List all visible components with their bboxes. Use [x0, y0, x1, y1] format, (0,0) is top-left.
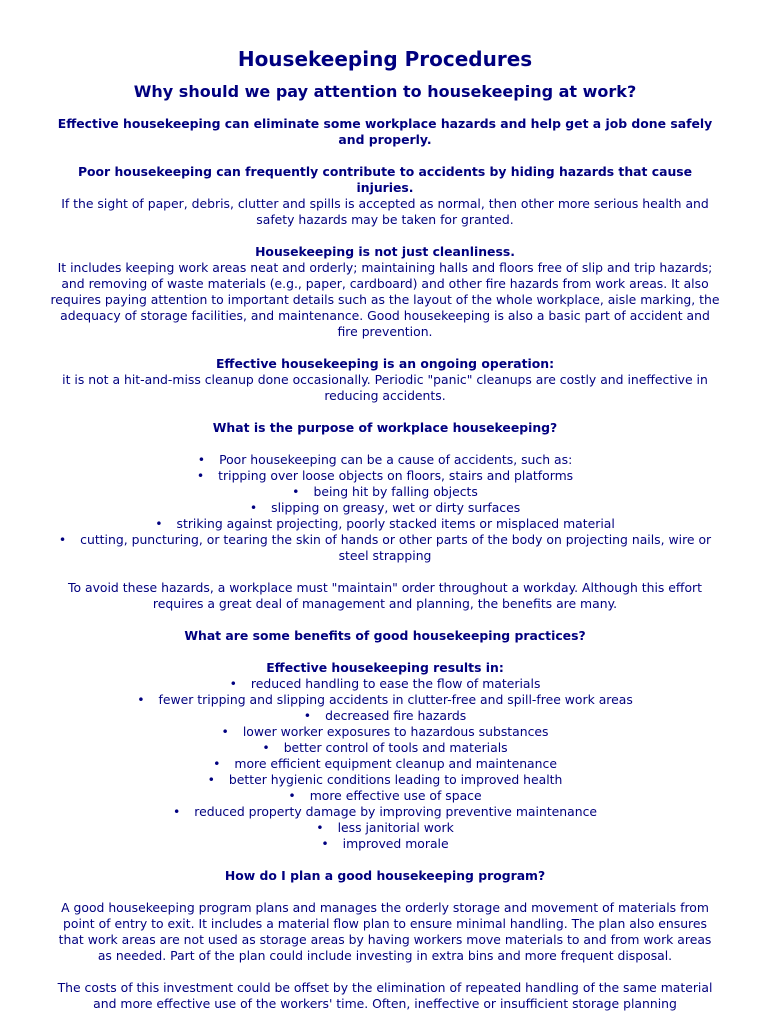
poor-housekeeping-heading: Poor housekeeping can frequently contribute to accidents by hiding hazards that cause injuries. — [77, 164, 693, 195]
list-item — [50, 452, 720, 468]
bullet-icon: • — [58, 532, 67, 547]
page-subtitle: Why should we pay attention to housekeeping at work? — [133, 82, 637, 101]
bullet-icon: • — [197, 452, 206, 467]
list-item-text: more efficient equipment cleanup and maintenance — [234, 756, 557, 771]
bullet-icon: • — [172, 804, 181, 819]
plan-heading: How do I plan a good housekeeping program? — [224, 868, 546, 883]
intro-paragraph: Effective housekeeping can eliminate some workplace hazards and help get a job done safely and properly. — [57, 116, 713, 147]
list-item — [50, 500, 720, 516]
bullet-icon: • — [196, 468, 205, 483]
costs-paragraph: The costs of this investment could be offset by the elimination of repeated handling of the same material and more effective use of the workers' time. Often, ineffective or insufficient storage planning — [57, 980, 713, 1011]
page-title: Housekeeping Procedures — [237, 47, 533, 71]
list-item — [50, 756, 720, 772]
list-item-text: reduced property damage by improving preventive maintenance — [194, 804, 598, 819]
list-item-text: better hygienic conditions leading to improved health — [228, 772, 563, 787]
poor-housekeeping-text: If the sight of paper, debris, clutter and spills is accepted as normal, then other more serious health and safety hazards may be taken for granted. — [61, 196, 709, 227]
list-item-text: reduced handling to ease the flow of materials — [250, 676, 541, 691]
list-item-text: decreased fire hazards — [325, 708, 467, 723]
cleanliness-text: It includes keeping work areas neat and orderly; maintaining halls and floors free of slip and trip hazards; and removing of waste materials (e.g., paper, cardboard) and other fire hazards from work areas. It also requires paying attention to important details such as the layout of the whole workplace, aisle marking, the adequacy of storage facilities, and maintenance. Good housekeeping is also a basic part of accident and fire prevention. — [50, 260, 720, 339]
bullet-icon: • — [213, 756, 221, 771]
ongoing-operation-text: it is not a hit-and-miss cleanup done occasionally. Periodic "panic" cleanups are costly and ineffective in reducing accidents. — [62, 372, 708, 403]
bullet-icon: • — [316, 820, 324, 835]
list-item-text: better control of tools and materials — [283, 740, 508, 755]
list-item — [50, 532, 720, 564]
list-item — [50, 676, 720, 692]
bullet-icon: • — [321, 836, 329, 851]
bullet-icon: • — [229, 676, 237, 691]
list-item-text: striking against projecting, poorly stacked items or misplaced material — [176, 516, 615, 531]
list-item-text: fewer tripping and slipping accidents in clutter-free and spill-free work areas — [158, 692, 633, 707]
bullet-icon: • — [155, 516, 163, 531]
list-item — [50, 820, 720, 836]
benefits-intro: Effective housekeeping results in: — [266, 660, 504, 675]
list-item — [50, 468, 720, 484]
list-item-text: being hit by falling objects — [313, 484, 478, 499]
list-item — [50, 836, 720, 852]
list-item — [50, 804, 720, 820]
list-item-text: slipping on greasy, wet or dirty surfaces — [271, 500, 521, 515]
bullet-icon: • — [262, 740, 270, 755]
list-item — [50, 484, 720, 500]
list-item-text: tripping over loose objects on floors, stairs and platforms — [218, 468, 574, 483]
avoid-hazards-paragraph: To avoid these hazards, a workplace must "maintain" order throughout a workday. Although this effort requires a great deal of management and planning, the benefits are many. — [68, 580, 702, 611]
list-item — [50, 740, 720, 756]
cleanliness-heading: Housekeeping is not just cleanliness. — [255, 244, 515, 259]
bullet-icon: • — [207, 772, 215, 787]
list-item — [50, 692, 720, 708]
bullet-icon: • — [249, 500, 258, 515]
ongoing-operation-heading: Effective housekeeping is an ongoing operation: — [215, 356, 555, 371]
bullet-icon: • — [288, 788, 296, 803]
bullet-icon: • — [137, 692, 145, 707]
purpose-list — [50, 452, 720, 564]
list-item-text: lower worker exposures to hazardous substances — [242, 724, 549, 739]
bullet-icon: • — [221, 724, 229, 739]
list-item — [50, 772, 720, 788]
purpose-heading: What is the purpose of workplace housekeeping? — [212, 420, 558, 435]
list-item-text: improved morale — [342, 836, 449, 851]
bullet-icon: • — [303, 708, 312, 723]
plan-paragraph: A good housekeeping program plans and manages the orderly storage and movement of materials from point of entry to exit. It includes a material flow plan to ensure minimal handling. The plan also ensures that work areas are not used as storage areas by having workers move materials to and from work areas as needed. Part of the plan could include investing in extra bins and more frequent disposal. — [58, 900, 712, 963]
list-item — [50, 708, 720, 724]
list-item — [50, 724, 720, 740]
list-item-text: more effective use of space — [309, 788, 482, 803]
document-page — [50, 44, 720, 1012]
list-item — [50, 788, 720, 804]
list-item — [50, 516, 720, 532]
list-item-text: less janitorial work — [337, 820, 454, 835]
benefits-list — [50, 676, 720, 852]
list-item-text: Poor housekeeping can be a cause of accidents, such as: — [219, 452, 573, 467]
bullet-icon: • — [292, 484, 300, 499]
benefits-heading: What are some benefits of good housekeeping practices? — [184, 628, 586, 643]
list-item-text: cutting, puncturing, or tearing the skin of hands or other parts of the body on projecting nails, wire or steel strapping — [80, 532, 712, 563]
